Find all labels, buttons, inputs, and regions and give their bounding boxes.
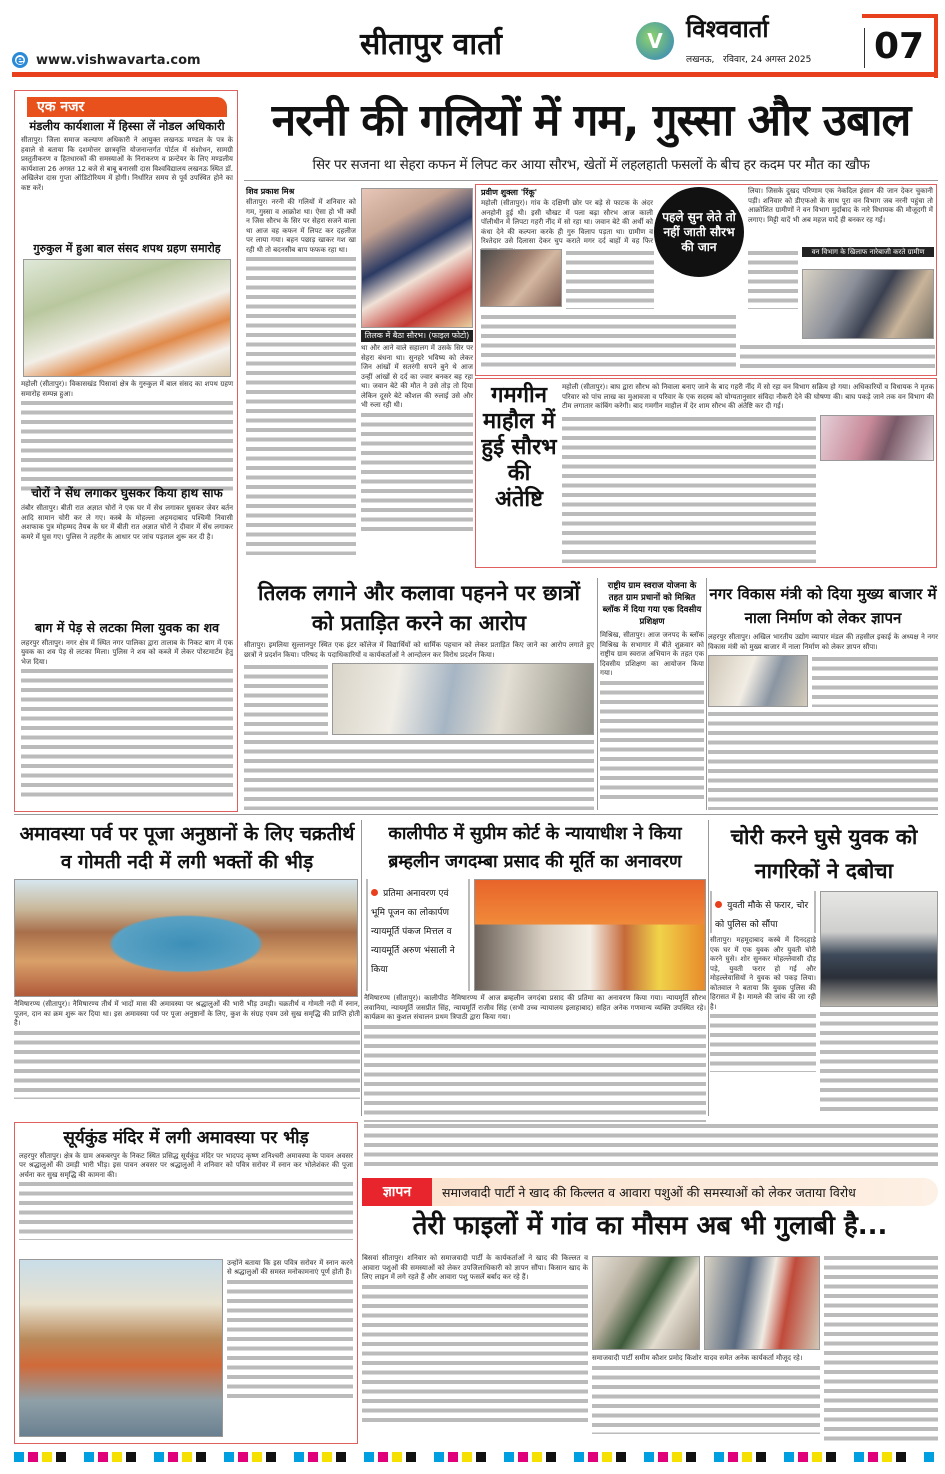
lead-body-continued [361,344,473,562]
text-lines [812,655,938,707]
text-lines [14,1029,360,1099]
gram-swaraj-body-text: मिश्रिख, सीतापुर। आज जनपद के ब्लॉक मिश्रिख के सभागार में बीते शुक्रवार को राष्ट्रीय ग्राम स्वराज अभियान के तहत एक दिवसीय प्रशिक्षण का आयोजन किया गया। [600,631,704,677]
gram-swaraj-body [600,631,704,810]
amavasya-body [14,1000,360,1116]
chori-headline: चोरी करने घुसे युवक को नागरिकों ने दबोचा [730,825,918,883]
text-lines [820,1010,938,1116]
story-body: सीतापुर। जिला समाज कल्याण अधिकारी ने आयुक्त लखनऊ मण्डल के पत्र के हवाले से बताया कि दशमोत्तर छात्रवृत्ति योजनान्तर्गत पोर्टल में संशोधन, सामग्री प्रस्तुतीकरण व हितधारकों की समस्याओं के निराकरण व फ्रन्टेयर के लिए मण्डलीय कार्यशाला 26 अगस्त 12 बजे से बाबू बनारसी दास विश्वविद्यालय लखनऊ स्थित डॉ. अखिलेश दास गुप्ता ऑडिटोरियम में होगी। निर्धारित समय से पूर्व उपस्थित होने का कष्ट करें। [21,136,233,192]
tilak-story [244,578,594,810]
gurukul-photo [23,259,231,377]
divider [708,820,709,1116]
lead-byline: शिव प्रकाश मिश्र [246,187,295,196]
suryakund-headline: सूर्यकुंड मंदिर में लगी अमावस्या पर भीड़ [63,1128,309,1148]
chori-highlight-box [710,891,816,933]
text-lines [364,1122,938,1166]
kalipeeth-highlight-box [366,879,470,991]
memorandum-photo [708,655,808,707]
sp-memorandum-photo-1 [592,1256,700,1350]
lead-subheadline: सिर पर सजना था सेहरा कफन में लिपट कर आया सौरभ, खेतों में लहलहाती फसलों के बीच हर कदम पर मौत का खौफ [312,157,870,173]
text-lines [364,1023,706,1133]
protest-photo [802,269,934,339]
page-number: 07 [874,26,925,67]
photo-caption: वन विभाग के खिलाफ नारेबाजी करते ग्रामीण [802,247,934,257]
story-headline: चोरों ने सेंध लगाकर घुसकर किया हाथ साफ [31,486,223,501]
callout-text: पहले सुन लेते तो नहीं जाती सौरभ की जान [662,209,736,254]
suryakund-body [19,1152,353,1256]
nagar-vikas-story [708,582,938,810]
photo-caption: तिलक में बैठा सौरभ। (फाइल फोटो) [361,330,473,342]
chori-highlight: युवती मौके से फरार, चोर को पुलिस को सौंपा [715,901,809,930]
text-lines [708,710,938,810]
sidebar-story-box [475,184,937,376]
sp-headline: तेरी फाइलों में गांव का मौसम अब भी गुलाबी है... [412,1211,888,1241]
suryakund-stack [19,1129,353,1437]
chori-story [710,820,938,1116]
gram-swaraj-story [600,580,704,810]
left-news-column [14,90,238,812]
text-lines [600,679,704,799]
chori-left-col [710,891,816,1116]
masthead [0,0,945,80]
ek-nazar-label: एक नजर [27,97,227,117]
text-lines [361,411,473,531]
text-lines [740,343,935,371]
statue-unveiling-photo [474,879,706,991]
nagar-vikas-body: लहरपुर सीतापुर। अखिल भारतीय उद्योग व्यापार मंडल की तहसील इकाई के अध्यक्ष ने नगर विकास मंत्री को मुख्य बाजार में नाला निर्माण को लेकर ज्ञापन सौंपा। [708,633,938,651]
text-lines [562,415,816,564]
page-number-divider [864,28,865,68]
funeral-headline: गमगीन माहौल में हुई सौरभ की अंतेष्टि [481,383,557,512]
sp-body-continued [592,1354,820,1444]
sidebar-body-right: लिया। जिसके दुखद परिणाम एक नेकदिल इंसान की जान देकर चुकानी पड़ी। शनिवार को डीएफओ के साथ पूरा वन विभाग जब नरनी पहुंचा तो आक्रोशित ग्रामीणों ने वन विभाग मुर्दाबाद के नारे विधायक की मौजूदगी में लगाए। मिट्टी यादें भी अब महज यादें ही बनकर रह गईं। [748,187,933,224]
text-lines [362,1283,588,1423]
divider [597,578,598,810]
text-lines [748,249,798,309]
saurabh-tilak-photo [361,188,473,328]
story-body-text: लहरपुर सीतापुर। नगर क्षेत्र में स्थित नगर पालिका द्वारा तालाब के निकट बाग में एक युवक का शव पेड़ से लटका मिला। पुलिस ने शव को कब्जे में लेकर पोस्टमार्टम हेतु भेज दिया। [21,638,233,666]
paper-name: विश्ववार्ता [686,15,769,43]
browser-e-icon: e [12,52,28,68]
text-lines [824,1254,938,1444]
funeral-body-text: महोली (सीतापुर)। बाघ द्वारा सौरभ को निवाला बनाए जाने के बाद गहरी नींद में सो रहा वन विभाग सक्रिय हो गया। अधिकारियों व विधायक ने मृतक परिवार को पांच लाख का मुआवजा व परिवार के एक सदस्य को योग्यतानुसार संविदा नौकरी देने की घोषणा की। बाघ पकड़े जाने तक वन विभाग की टीम लगातार कांबिंग करेगी। बाद गमगीन माहौल में देर शाम सौरभ की अंतेष्टि कर दी गई। [562,383,934,410]
lead-body [246,198,356,562]
kalipeeth-media-row [364,879,706,991]
suryakund-temple-photo [19,1259,223,1437]
sp-body-text: समाजवादी पार्टी समीम कौशर प्रमोद किशोर यादव समेत अनेक कार्यकर्ता मौजूद रहे। [592,1354,803,1362]
chori-columns [710,891,938,1116]
lead-body-text: था और आने वाले सहालग में उसके सिर पर सेहरा बंधना था। सुनहरे भविष्य को लेकर जिन आंखों में सतरंगी सपने बुने थे आज उन्हीं आंखों से दर्द का ज्वार बनकर बह रहा था। जवान बेटे की मौत ने उसे तोड़ तो दिया लेकिन दूसरे बेटे कौशल की रुलाई उसे और भी रुला रही थी। [361,344,473,409]
story-body [21,639,233,803]
sp-kicker-bar [362,1178,938,1206]
text-lines [227,1278,353,1398]
dateline: लखनऊ, रविवार, 24 अगस्त 2025 [686,55,812,65]
sp-body [362,1254,588,1444]
kalipeeth-headline: कालीपीठ में सुप्रीम कोर्ट के न्यायाधीश ने किया ब्रम्हलीन जगदम्बा प्रसाद की मूर्ति का अनावरण [388,824,682,872]
text-lines [481,313,736,371]
funeral-photo [820,415,934,461]
arrested-youth-photo [820,891,938,1007]
amavasya-story [14,820,360,1116]
story-headline: गुरुकुल में हुआ बाल संसद शपथ ग्रहण समारोह [33,242,221,256]
kalipeeth-highlight: प्रतिमा अनावरण एवं भूमि पूजन का लोकार्पण न्यायमूर्ति पंकज मित्तल व न्यायमूर्ति अरुण भंसाली ने किया [371,889,455,975]
gram-swaraj-headline: राष्ट्रीय ग्राम स्वराज योजना के तहत ग्राम प्रधानों को मिश्रित ब्लॉक में दिया गया एक दिवसीय प्रशिक्षण [602,581,702,627]
masthead-rule [12,72,938,77]
suryakund-story-box [14,1122,358,1444]
text-lines [244,738,594,810]
chori-body-text: सीतापुर। महमूदाबाद कस्बे में दिनदहाड़े एक घर में एक युवक और युवती चोरी करने घुसे। शोर सुनकर मोहल्लेवासी दौड़ पड़े, युवती फरार हो गई और मोहल्लेवासियों ने युवक को पकड़ लिया। कोतवाल ने बताया कि युवक पुलिस की हिरासत में है। मामले की जांच की जा रही है। [710,936,816,1011]
text-lines [21,667,233,797]
website-url[interactable]: www.vishwavarta.com [36,53,201,68]
lead-headline: नरनी की गलियों में गम, गुस्सा और उबाल [271,95,911,146]
print-color-bar [14,1452,938,1462]
divider [14,814,938,815]
funeral-story-box [475,378,937,568]
lead-body-text: सीतापुर। नरनी की गलियों में शनिवार को गम, गुस्सा व आक्रोश था। ऐसा हो भी क्यों न जिस सौरभ के सिर पर सेहरा सजने वाला था आज वह कफन में लिपट कर दहलीज पर लाया गया। बहन पछाड़ खाकर गश खा रही थी तो बदनसीब बाप फफक रहा था। [246,198,356,254]
kalipeeth-body [364,994,706,1116]
story-body [21,380,233,484]
text-lines [21,399,233,494]
funeral-lower [562,415,934,564]
student-protest-photo [332,663,594,735]
kalipeeth-story [364,820,706,1116]
sp-memorandum-photo-2 [704,1256,820,1350]
sidebar-byline: प्रवीण शुक्ला 'रिंकू' [481,188,538,197]
text-lines [244,663,328,735]
tilak-body: सीतापुर। इमलिया सुल्तानपुर स्थित एक इंटर कॉलेज में विद्यार्थियों को धार्मिक पहचान को लेकर प्रताड़ित किए जाने का आरोप लगाते हुए छात्रों ने प्रदर्शन किया। परिषद के पदाधिकारियों व कार्यकर्ताओं ने आन्दोलन कर विरोध प्रदर्शन किया। [244,641,594,659]
text-lines [19,1180,353,1240]
logo-globe-icon: V [636,22,674,60]
story-headline: मंडलीय कार्यशाला में हिस्सा लें नोडल अधिकारी [29,119,225,133]
tilak-headline: तिलक लगाने और कलावा पहनने पर छात्रों को प्रताड़ित करने का आरोप [258,581,580,635]
red-bullet-icon [715,901,722,908]
chakratirth-crowd-photo [14,879,358,997]
suryakund-body-text: उन्होंने बताया कि इस पवित्र सरोवर में स्नान करने से श्रद्धालुओं की समस्त मनोकामनाएं पूर्ण होती हैं। [227,1258,353,1277]
tilak-photo-row [244,663,594,735]
story-body-text: महोली (सीतापुर)। विकासखंड पिसावां क्षेत्र के गुरुकुल में बाल संसद का शपथ ग्रहण समारोह सम्पन्न हुआ। [21,380,233,398]
sp-kicker: समाजवादी पार्टी ने खाद की किल्लत व आवारा पशुओं की समस्याओं को लेकर जताया विरोध [442,1185,856,1200]
callout-circle [654,187,744,277]
text-lines [710,1012,816,1072]
section-title: सीतापुर वार्ता [360,27,502,62]
left-column-stack [21,97,233,803]
funeral-body [562,383,934,563]
suryakund-body-text: लहरपुर सीतापुर। क्षेत्र के ग्राम अकबरपुर के निकट स्थित प्रसिद्ध सूर्यकुंड मंदिर पर भादपद कृष्ण शनिश्चरी अमावस्या के पावन अवसर पर श्रद्धालुओं की उमड़ी भारी भीड़। इस पावन अवसर पर श्रद्धालुओं ने शनिवार को पवित्र सरोवर में स्नान कर भोलेशंकर की पूजा अर्चना कर सुख समृद्धि की कामना की। [19,1151,353,1179]
amavasya-body-text: नैमिषारण्य (सीतापुर)। नैमिषारण्य तीर्थ में भादों मास की अमावस्या पर श्रद्धालुओं की भारी भीड़ उमड़ी। चक्रतीर्थ व गोमती नदी में स्नान, पूजन, दान का क्रम शुरू कर दिया था। इस अमावस्या पर्व पर पूजा अनुष्ठानों के लिए, कुश के संग्रह एवम उसे सुख समृद्धि की प्राप्ति होती है। [14,1000,360,1027]
grieving-family-photo [480,249,562,307]
divider [706,578,707,810]
sp-body-text: बिसवां सीतापुर। शनिवार को समाजवादी पार्टी के कार्यकर्ताओं ने खाद की किल्लत व आवारा पशुओं की समस्याओं को लेकर उपजिलाधिकारी को ज्ञापन सौंपा। किसान खाद के लिए लाइन में लगे रहते हैं और आवारा पशु फसलें बर्बाद कर रहे हैं। [362,1254,588,1281]
divider [361,820,362,1116]
chori-body [710,936,816,1116]
story-body: तंबौर सीतापुर। बीती रात अज्ञात चोरों ने एक घर में सेंध लगाकर घुसकर जेवर बर्तन आदि सामान चोरी कर ले गए। कस्बे के मोहल्ला अहमदाबाद पश्चिमी निवासी अशफाक पुत्र मोहम्मद तैयब के घर में बीती रात अज्ञात चोरों ने दीवार में सेंध लगाकर कमरे में घुस गए। पुलिस ने तहरीर के आधार पर जांच पड़ताल शुरू कर दी है। [21,504,233,541]
amavasya-headline: अमावस्या पर्व पर पूजा अनुष्ठानों के लिए चक्रतीर्थ व गोमती नदी में लगी भक्तों की भीड़ [19,823,355,873]
kalipeeth-body-text: नैमिषारण्य (सीतापुर)। कालीपीठ नैमिषारण्य में आज ब्रम्हलीन जगदंबा प्रसाद की प्रतिमा का अनावरण किया गया। न्यायमूर्ति सौरभ लवानिया, न्यायमूर्ति जसप्रीत सिंह, न्यायमूर्ति राजीव सिंह (सभी उच्च न्यायालय इलाहाबाद) सहित अनेक गणमान्य व्यक्ति उपस्थित रहे। कार्यक्रम का कुशल संचालन प्रथम त्रिपाठी द्वारा किया गया। [364,994,706,1021]
nagar-vikas-photo-row [708,655,938,707]
nagar-vikas-headline: नगर विकास मंत्री को दिया मुख्य बाजार में नाला निर्माण को लेकर ज्ञापन [709,585,937,627]
suryakund-lower [19,1259,353,1437]
gyapan-tag: ज्ञापन [362,1178,432,1206]
text-lines [566,249,654,309]
text-lines [246,255,356,555]
lead-photo-stack [361,188,473,562]
sidebar-body: महोली (सीतापुर)। गांव के दक्षिणी छोर पर बड़े से फाटक के अंदर अनहोनी हुई थी। इसी चौखट में पला बढ़ा सौरभ आज काली पॉलीथीन में लिपटा गहरी नींद में सो रहा था। जवान बेटे की अर्थी को कंधा देने की कल्पना करके ही गुरु विलाप पड़ता था। ग्रामीण व रिश्तेदार उसे दिलासा देकर चुप कराते मगर दर्द बाहों में वह फिर [481,199,653,245]
divider [244,180,938,181]
suryakund-body-continued [227,1259,353,1437]
red-bullet-icon [371,889,378,896]
story-headline: बाग में पेड़ से लटका मिला युवक का शव [34,620,220,636]
text-lines [592,1364,820,1434]
chori-right-col [820,891,938,1116]
